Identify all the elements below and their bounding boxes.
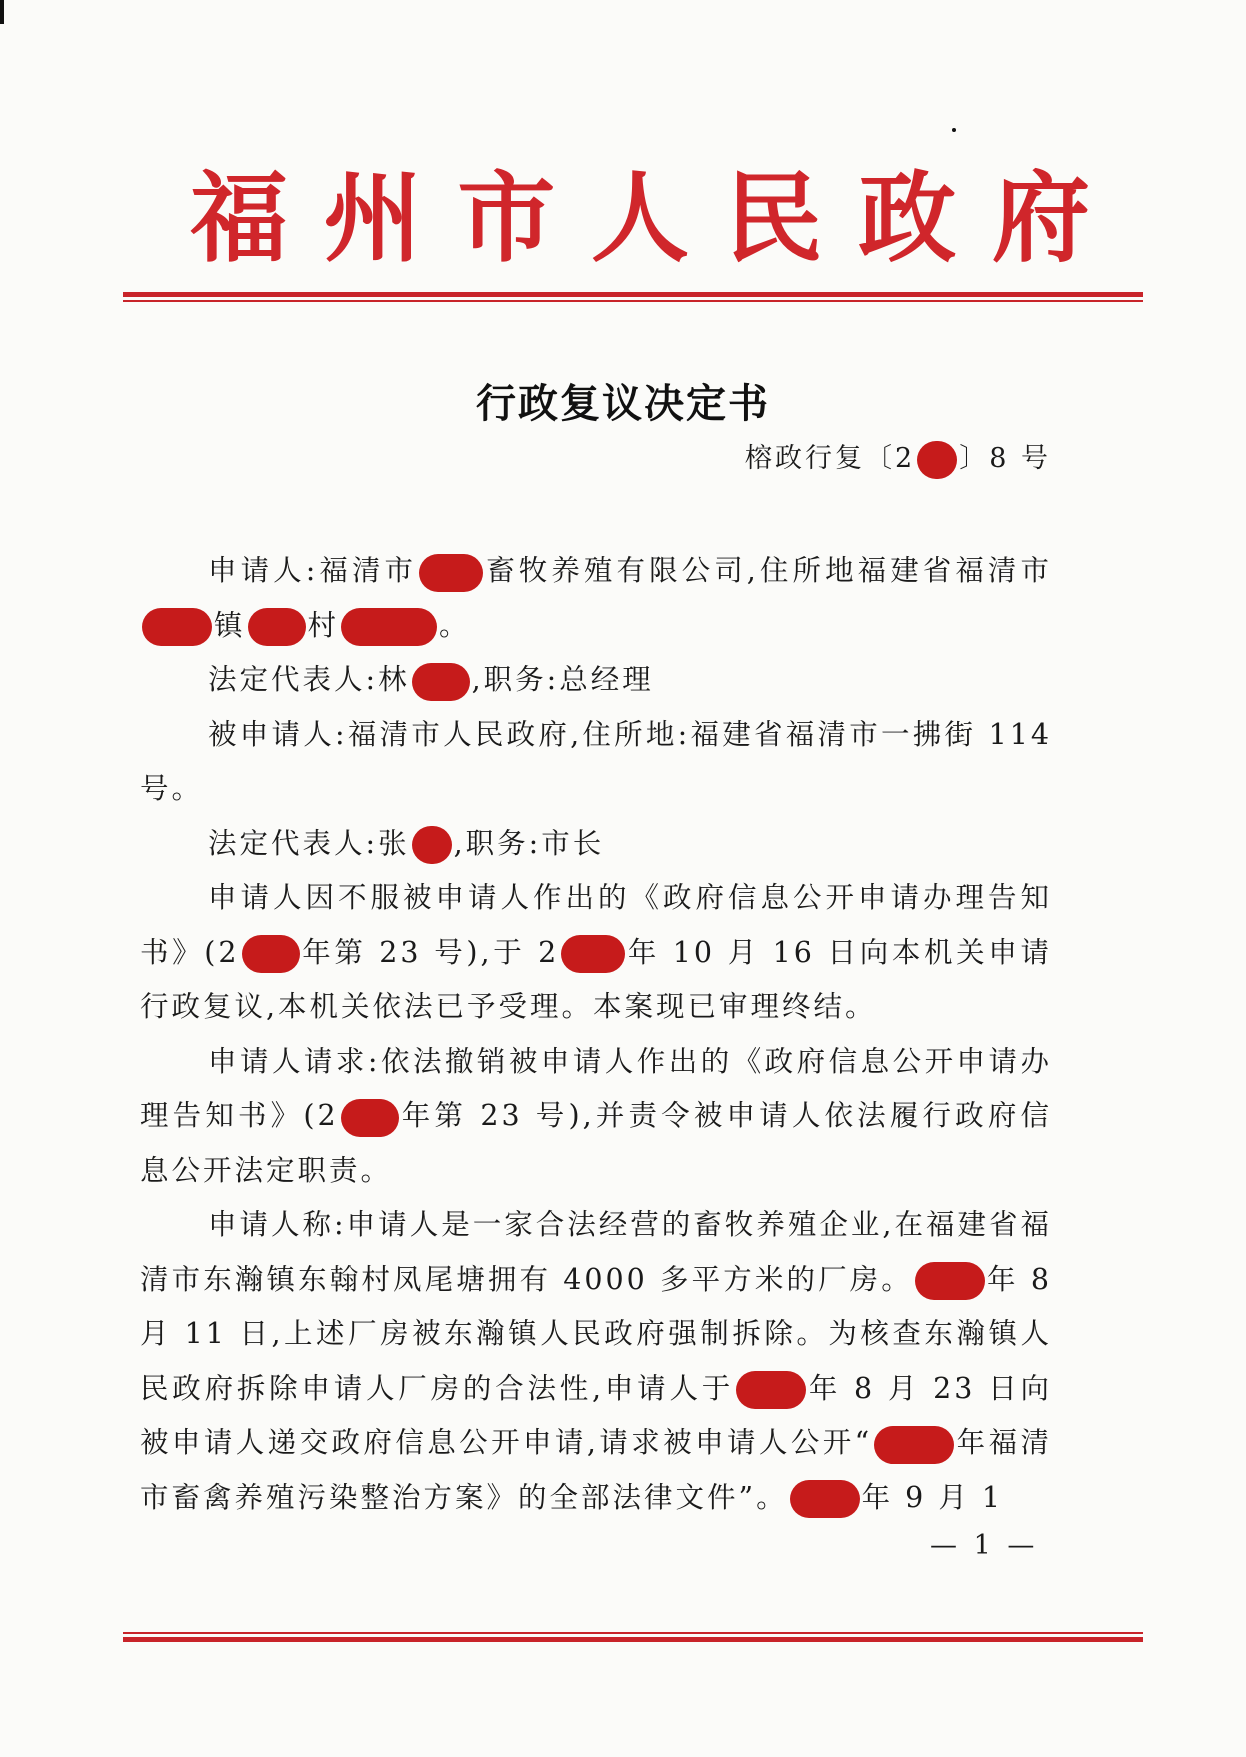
scan-speck bbox=[0, 0, 4, 24]
masthead-char: 市 bbox=[457, 161, 556, 276]
header-rule-thick bbox=[123, 292, 1143, 297]
scan-speck bbox=[952, 128, 956, 132]
paragraph-request bbox=[140, 1035, 1052, 1199]
paragraph-respondent: 被申请人:福清市人民政府,住所地:福建省福清市一拂街 114 号。 bbox=[140, 717, 1052, 805]
text-run: 。 bbox=[439, 608, 471, 642]
masthead-char: 人 bbox=[590, 161, 689, 276]
redaction-mark bbox=[248, 608, 306, 646]
redaction-mark bbox=[915, 1262, 985, 1300]
masthead-char: 州 bbox=[323, 161, 422, 276]
redaction-mark bbox=[790, 1480, 860, 1518]
redaction-mark bbox=[412, 663, 470, 701]
text-run: 年第 23 号),于 2 bbox=[301, 935, 560, 969]
paragraph-legal-representative bbox=[140, 653, 1052, 708]
redaction-mark bbox=[419, 554, 483, 592]
text-run: 年 8 月 23 日向被申请人递交政府信息公开申请,请求被申请人公开“ bbox=[140, 1371, 1053, 1459]
document-number-suffix: 〕8 号 bbox=[959, 443, 1051, 474]
text-run: 村 bbox=[307, 608, 340, 642]
redaction-mark bbox=[341, 608, 437, 646]
document-title: 行政复议决定书 bbox=[476, 380, 770, 427]
redaction-mark bbox=[242, 935, 300, 973]
masthead-char: 府 bbox=[991, 161, 1090, 276]
footer-rule-thick bbox=[123, 1637, 1143, 1642]
text-run: 年 8 月 11 日,上述厂房被东瀚镇人民政府强制拆除。为核查东瀚镇人民政府拆除申请人厂房的合法性,申请人于 bbox=[140, 1262, 1052, 1405]
text-run: 年 10 月 16 日向本机关申请行政复议,本机关依法已予受理。本案现已审理终结。 bbox=[140, 935, 1052, 1023]
footer-rule-thin bbox=[123, 1632, 1143, 1634]
text-run: 法定代表人:张 bbox=[208, 826, 410, 860]
redaction-mark bbox=[142, 608, 212, 646]
text-run: 申请人称:申请人是一家合法经营的畜牧养殖企业,在福建省福清市东瀚镇东翰村凤尾塘拥有 4000 多平方米的厂房。 bbox=[140, 1208, 1052, 1296]
redaction-mark bbox=[917, 441, 957, 479]
text-run: ,职务:市长 bbox=[453, 826, 605, 860]
redaction-mark bbox=[412, 826, 452, 864]
text-run: 申请人因不服被申请人作出的《政府信息公开申请办理告知书》(2 bbox=[140, 881, 1052, 969]
redaction-mark bbox=[561, 935, 625, 973]
text-run: 年 9 月 1 bbox=[861, 1480, 1004, 1514]
text-run: 畜牧养殖有限公司,住所地福建省福清市 bbox=[485, 554, 1053, 587]
masthead-char: 民 bbox=[724, 161, 823, 276]
document-number bbox=[745, 436, 1051, 479]
government-masthead bbox=[190, 161, 1090, 276]
page-number: — 1 — bbox=[930, 1530, 1039, 1561]
paragraph-applicant bbox=[140, 544, 1052, 653]
masthead-char: 福 bbox=[190, 161, 289, 276]
redaction-mark bbox=[874, 1426, 954, 1464]
text-run: 镇 bbox=[214, 608, 246, 642]
masthead-char: 政 bbox=[858, 161, 957, 276]
paragraph-applicant-statement bbox=[140, 1198, 1052, 1525]
text-run: 法定代表人:林 bbox=[208, 663, 410, 696]
paragraph-case-intro bbox=[140, 871, 1052, 1035]
text-run: ,职务:总经理 bbox=[471, 663, 654, 696]
redaction-mark bbox=[736, 1371, 806, 1409]
header-rule-thin bbox=[123, 300, 1143, 302]
document-number-prefix: 榕政行复〔2 bbox=[745, 443, 916, 474]
redaction-mark bbox=[341, 1099, 399, 1137]
text-run: 申请人请求:依法撤销被申请人作出的《政府信息公开申请办理告知书》(2 bbox=[140, 1044, 1052, 1132]
text-run: 年福清市畜禽养殖污染整治方案》的全部法律文件”。 bbox=[140, 1426, 1052, 1514]
text-run: 年第 23 号),并责令被申请人依法履行政府信息公开法定职责。 bbox=[140, 1099, 1052, 1187]
document-body bbox=[140, 544, 1052, 1525]
paragraph-respondent-representative bbox=[140, 817, 1052, 872]
text-run: 申请人:福清市 bbox=[208, 554, 418, 587]
